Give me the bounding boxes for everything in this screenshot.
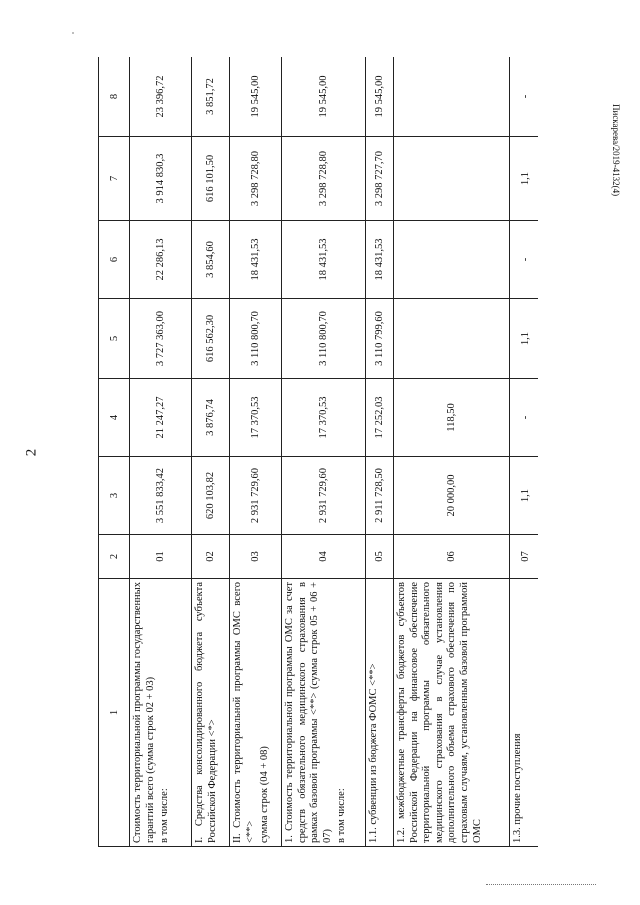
- table-row: [130, 57, 192, 847]
- cell-value: 18 431,53: [282, 221, 366, 299]
- cell-value: 18 431,53: [366, 221, 394, 299]
- cell-value: 23 396,72: [130, 57, 192, 137]
- cell-value: 1,1: [510, 299, 539, 379]
- cell-value: 1,1: [510, 137, 539, 221]
- cell-value: 3 727 363,00: [130, 299, 192, 379]
- row-code: 05: [366, 535, 394, 579]
- row-label-cell: [130, 579, 192, 847]
- row-label: I. Средства консолидированного бюджета субъекта Российской Федерации <*>: [194, 582, 218, 843]
- cell-value: 3 851,72: [192, 57, 230, 137]
- row-label: 1.1. субвенции из бюджета ФОМС <**>: [368, 663, 379, 843]
- cell-value: 3 110 800,70: [282, 299, 366, 379]
- header-cell: 8: [99, 57, 130, 137]
- cell-value: 3 551 833,42: [130, 457, 192, 535]
- cell-value: [394, 299, 510, 379]
- cell-value: 18 431,53: [230, 221, 282, 299]
- cell-value: 19 545,00: [282, 57, 366, 137]
- cell-value: 2 911 728,50: [366, 457, 394, 535]
- row-label: II. Стоимость территориальной программы ОМС всего <**>: [232, 582, 256, 843]
- header-cell: 5: [99, 299, 130, 379]
- row-code: 06: [394, 535, 510, 579]
- cell-value: 3 876,74: [192, 379, 230, 457]
- cell-value: 20 000,00: [394, 457, 510, 535]
- row-code: 01: [130, 535, 192, 579]
- row-label: 1. Стоимость территориальной программы ОМС за счет средств обязательного медицинского страхования в рамках базовой программы <**> (сумма строк 05 + 06 + 07): [284, 582, 333, 843]
- cell-value: 3 110 800,70: [230, 299, 282, 379]
- cell-value: [394, 137, 510, 221]
- cell-value: 616 562,30: [192, 299, 230, 379]
- cell-value: 620 103,82: [192, 457, 230, 535]
- table-row: [282, 57, 366, 847]
- header-cell: 1: [99, 579, 130, 847]
- row-label: 1.3. прочие поступления: [512, 733, 523, 843]
- row-label: 1.2. межбюджетные трансферты бюджетов субъектов Российской Федерации на финансовое обеспечение территориальной программы обязательного медицинского страхования в случае установления дополнительного объема страхового обеспечения по страховым случаям, установленным базовой программой ОМС: [396, 582, 483, 843]
- cell-value: -: [510, 221, 539, 299]
- cell-value: [394, 221, 510, 299]
- cell-value: 19 545,00: [230, 57, 282, 137]
- header-cell: 2: [99, 535, 130, 579]
- cell-value: -: [510, 379, 539, 457]
- row-label-cell: [192, 579, 230, 847]
- cell-value: 118,50: [394, 379, 510, 457]
- table-row: [230, 57, 282, 847]
- cell-value: 22 286,13: [130, 221, 192, 299]
- cell-value: 3 854,60: [192, 221, 230, 299]
- cell-value: 3 298 727,70: [366, 137, 394, 221]
- row-sublabel: сумма строк (04 + 08): [259, 746, 271, 843]
- cell-value: 3 110 799,60: [366, 299, 394, 379]
- row-label-cell: [510, 579, 539, 847]
- cell-value: 3 914 830,3: [130, 137, 192, 221]
- cell-value: 21 247,27: [130, 379, 192, 457]
- row-code: 07: [510, 535, 539, 579]
- cell-value: 19 545,00: [366, 57, 394, 137]
- cell-value: 2 931 729,60: [282, 457, 366, 535]
- row-code: 03: [230, 535, 282, 579]
- cell-value: 3 298 728,80: [230, 137, 282, 221]
- header-cell: 6: [99, 221, 130, 299]
- row-label-cell: [366, 579, 394, 847]
- row-label: Стоимость территориальной программы государственных гарантий всего (сумма строк 02 + 03): [132, 582, 156, 843]
- header-row: [99, 57, 130, 847]
- row-label-cell: [394, 579, 510, 847]
- row-code: 04: [282, 535, 366, 579]
- page-number: 2: [23, 448, 40, 457]
- table-row: [510, 57, 539, 847]
- row-code: 02: [192, 535, 230, 579]
- cell-value: 2 931 729,60: [230, 457, 282, 535]
- table-row: [192, 57, 230, 847]
- header-cell: 7: [99, 137, 130, 221]
- cell-value: 17 252,03: [366, 379, 394, 457]
- cell-value: -: [510, 57, 539, 137]
- rotated-table-container: [98, 57, 538, 847]
- table-row: [366, 57, 394, 847]
- row-sublabel: в том числе:: [159, 788, 171, 843]
- header-cell: 3: [99, 457, 130, 535]
- row-label-cell: [230, 579, 282, 847]
- cell-value: 17 370,53: [230, 379, 282, 457]
- table-row: [394, 57, 510, 847]
- scan-speck: [72, 32, 74, 34]
- row-label-cell: [282, 579, 366, 847]
- row-sublabel: в том числе:: [336, 788, 348, 843]
- budget-table: [98, 57, 538, 847]
- cell-value: 616 101,50: [192, 137, 230, 221]
- header-cell: 4: [99, 379, 130, 457]
- cell-value: 1,1: [510, 457, 539, 535]
- document-code: Пискарева/2019-4132(4): [611, 104, 621, 197]
- scan-dotted-line: [486, 884, 596, 886]
- cell-value: 17 370,53: [282, 379, 366, 457]
- cell-value: 3 298 728,80: [282, 137, 366, 221]
- cell-value: [394, 57, 510, 137]
